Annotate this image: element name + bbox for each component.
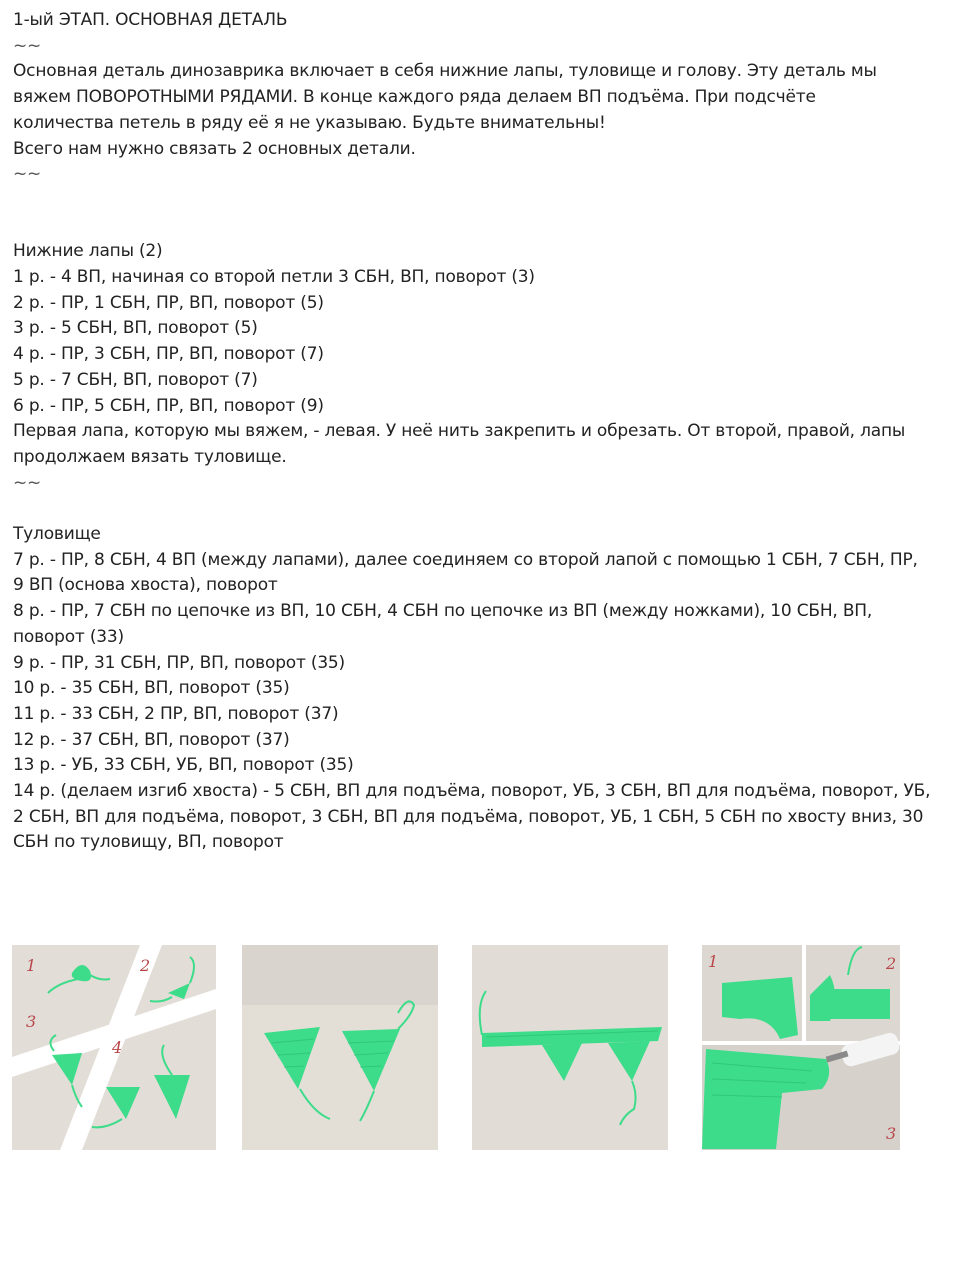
legs-row: 5 р. - 7 СБН, ВП, поворот (7) [13, 369, 258, 390]
body-row: 12 р. - 37 СБН, ВП, поворот (37) [13, 729, 290, 750]
step-label: 3 [886, 1124, 897, 1143]
spacer [13, 188, 948, 214]
photo-body-rows [472, 945, 668, 1150]
step-label: 1 [708, 952, 719, 971]
step-label: 1 [26, 956, 37, 975]
step-label: 3 [26, 1012, 37, 1031]
page-title: 1-ый ЭТАП. ОСНОВНАЯ ДЕТАЛЬ [13, 10, 288, 30]
body-row: поворот (33) [13, 626, 124, 647]
photo-legs-steps-drawing [12, 945, 216, 1150]
step-label: 2 [140, 956, 151, 975]
body-row: 10 р. - 35 СБН, ВП, поворот (35) [13, 678, 290, 699]
photo-tail-bend-drawing [702, 945, 900, 1150]
legs-row: 2 р. - ПР, 1 СБН, ПР, ВП, поворот (5) [13, 292, 324, 313]
step-label: 2 [886, 954, 897, 973]
separator: ~~ [13, 164, 42, 185]
legs-note: Первая лапа, которую мы вяжем, - левая. У неё нить закрепить и обрезать. От второй, правой, лапы [13, 421, 906, 442]
body-row: 14 р. (делаем изгиб хвоста) - 5 СБН, ВП для подъёма, поворот, УБ, 3 СБН, ВП для подъёма, поворот, УБ, [13, 781, 931, 802]
photo-two-legs-drawing [242, 945, 438, 1150]
body-row: 9 ВП (основа хвоста), поворот [13, 575, 278, 596]
body-row: 7 р. - ПР, 8 СБН, 4 ВП (между лапами), далее соединяем со второй лапой с помощью 1 СБН, 7 СБН, ПР, [13, 549, 918, 570]
photo-two-legs [242, 945, 438, 1150]
body-row: 13 р. - УБ, 33 СБН, УБ, ВП, поворот (35) [13, 755, 354, 776]
body-row: 8 р. - ПР, 7 СБН по цепочке из ВП, 10 СБН, 4 СБН по цепочке из ВП (между ножками), 10 СБН, ВП, [13, 601, 873, 622]
legs-row: 4 р. - ПР, 3 СБН, ПР, ВП, поворот (7) [13, 344, 324, 365]
spacer [13, 496, 948, 522]
separator: ~~ [13, 472, 42, 493]
body-heading: Туловище [13, 524, 101, 545]
legs-heading: Нижние лапы (2) [13, 241, 163, 262]
body-row: 9 р. - ПР, 31 СБН, ПР, ВП, поворот (35) [13, 652, 345, 673]
legs-row: 3 р. - 5 СБН, ВП, поворот (5) [13, 318, 258, 339]
legs-note: продолжаем вязать туловище. [13, 446, 287, 467]
intro-line: Основная деталь динозаврика включает в себя нижние лапы, туловище и голову. Эту деталь мы [13, 61, 877, 82]
intro-line: Всего нам нужно связать 2 основных детали. [13, 138, 416, 159]
legs-row: 1 р. - 4 ВП, начиная со второй петли 3 СБН, ВП, поворот (3) [13, 267, 535, 287]
intro-line: вяжем ПОВОРОТНЫМИ РЯДАМИ. В конце каждого ряда делаем ВП подъёма. При подсчёте [13, 87, 816, 108]
body-row: СБН по туловищу, ВП, поворот [13, 832, 284, 853]
intro-line: количества петель в ряду её я не указываю. Будьте внимательны! [13, 112, 606, 133]
spacer [13, 214, 948, 240]
photo-tail-bend [702, 945, 900, 1150]
separator: ~~ [13, 35, 42, 56]
body-row: 11 р. - 33 СБН, 2 ПР, ВП, поворот (37) [13, 703, 339, 724]
body-row: 2 СБН, ВП для подъёма, поворот, 3 СБН, ВП для подъёма, поворот, УБ, 1 СБН, 5 СБН по хвосту вниз, 30 [13, 806, 924, 827]
instructions-text [13, 8, 948, 856]
step-label: 4 [112, 1038, 123, 1057]
legs-row: 6 р. - ПР, 5 СБН, ПР, ВП, поворот (9) [13, 395, 324, 416]
photo-legs-steps [12, 945, 216, 1150]
photo-body-rows-drawing [472, 945, 668, 1150]
